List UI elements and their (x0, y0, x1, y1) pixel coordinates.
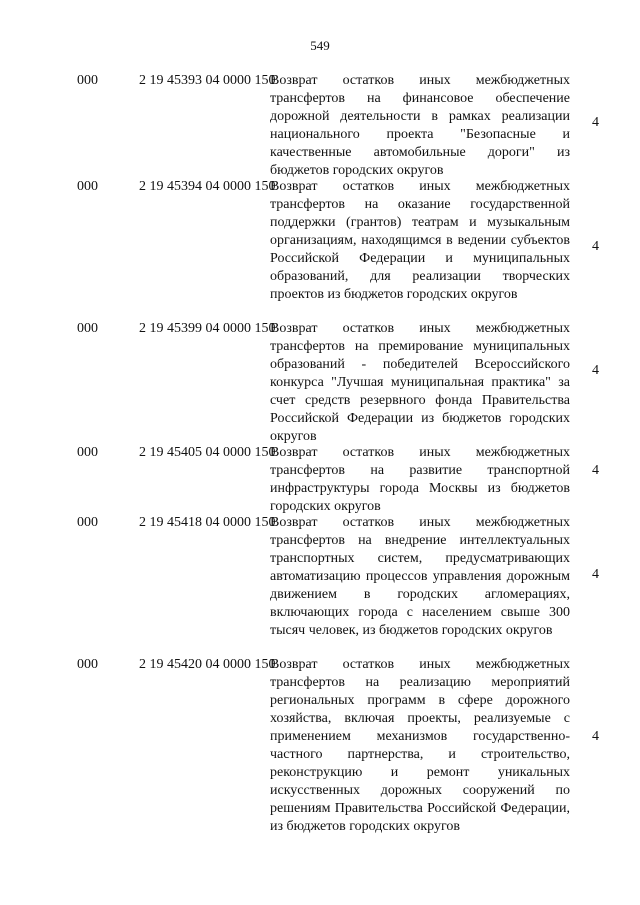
table-row (0, 514, 640, 656)
table-row (0, 178, 640, 320)
item-name: Возврат остатков иных межбюджетных трансфертов на внедрение интеллектуальных транспортных систем, предусматривающих автоматизацию процессов управления дорожным движением в городских агломерациях, включающих города с населением свыше 300 тысяч человек, из бюджетов городских округов (270, 515, 570, 638)
item-name: Возврат остатков иных межбюджетных трансфертов на развитие транспортной инфраструктуры города Москвы из бюджетов городских округов (270, 445, 570, 514)
admin-code: 000 (77, 445, 98, 460)
page-number: 549 (310, 38, 330, 53)
item-name: Возврат остатков иных межбюджетных трансфертов на реализацию мероприятий региональных программ в сфере дорожного хозяйства, включая проекты, реализуемые с применением механизмов государственно-частного партнерства, и строительство, реконструкцию и ремонт уникальных искусственных дорожных сооружений по решениям Правительства Российской Федерации, из бюджетов городских округов (270, 657, 570, 834)
item-value: 4 (592, 363, 599, 378)
item-value: 4 (592, 239, 599, 254)
budget-code: 2 19 45418 04 0000 150 (139, 515, 276, 530)
table-row (0, 72, 640, 178)
admin-code: 000 (77, 321, 98, 336)
budget-code: 2 19 45399 04 0000 150 (139, 321, 276, 336)
budget-code: 2 19 45405 04 0000 150 (139, 445, 276, 460)
admin-code: 000 (77, 73, 98, 88)
budget-code: 2 19 45420 04 0000 150 (139, 657, 276, 672)
classification-table (0, 72, 640, 836)
item-value: 4 (592, 463, 599, 478)
admin-code: 000 (77, 179, 98, 194)
table-row (0, 320, 640, 444)
item-value: 4 (592, 567, 599, 582)
table-row (0, 444, 640, 514)
admin-code: 000 (77, 657, 98, 672)
item-name: Возврат остатков иных межбюджетных трансфертов на премирование муниципальных образований - победителей Всероссийского конкурса "Лучшая муниципальная практика" за счет средств резервного фонда Правительства Российской Федерации из бюджетов городских округов (270, 321, 570, 444)
item-name: Возврат остатков иных межбюджетных трансфертов на оказание государственной поддержки (грантов) театрам и музыкальным организациям, находящимся в ведении субъектов Российской Федерации и муниципальных образований, для реализации творческих проектов из бюджетов городских округов (270, 179, 570, 302)
item-name: Возврат остатков иных межбюджетных трансфертов на финансовое обеспечение дорожной деятельности в рамках реализации национального проекта "Безопасные и качественные автомобильные дороги" из бюджетов городских округов (270, 73, 570, 178)
table-row (0, 656, 640, 836)
item-value: 4 (592, 115, 599, 130)
budget-code: 2 19 45393 04 0000 150 (139, 73, 276, 88)
budget-code: 2 19 45394 04 0000 150 (139, 179, 276, 194)
item-value: 4 (592, 729, 599, 744)
admin-code: 000 (77, 515, 98, 530)
